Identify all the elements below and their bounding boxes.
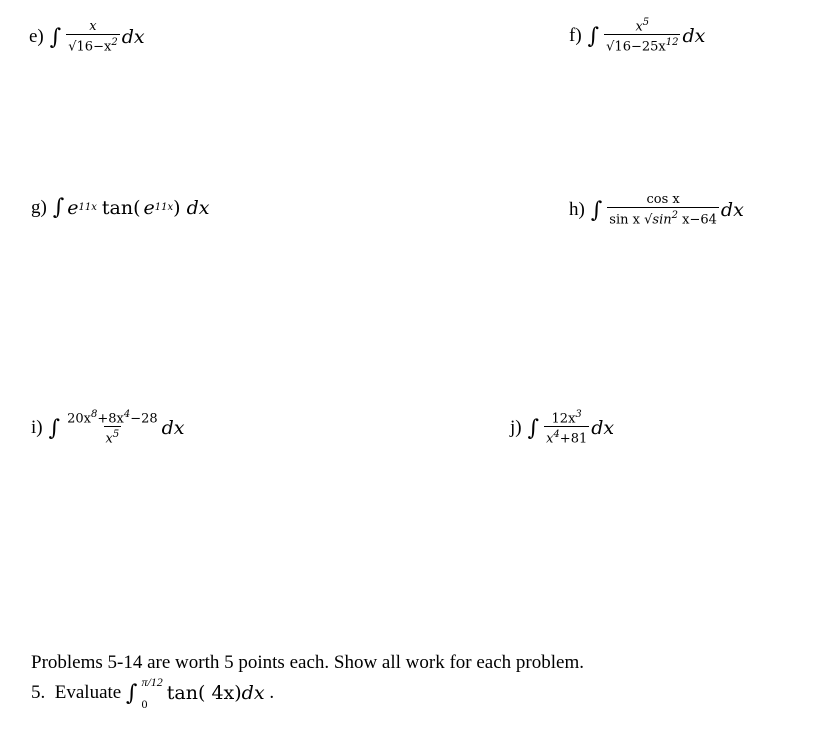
den-exponent: 5 [112, 429, 120, 441]
exp-power-2: 11x [154, 202, 174, 213]
exp-base-2: e [143, 196, 155, 219]
integrand: tan( 4x) [166, 682, 242, 704]
numerator [633, 18, 651, 34]
lower-limit: 0 [141, 697, 148, 711]
den-sin: sin [652, 212, 672, 228]
close-paren: ) [173, 196, 181, 219]
problem-j [510, 410, 614, 447]
numerator [550, 410, 584, 426]
problem-h [569, 193, 744, 228]
integral-sign: ∫ [527, 415, 540, 441]
integral-sign: ∫ [49, 24, 62, 50]
problem-5 [31, 676, 274, 710]
num-term-1-exp: 8 [90, 409, 98, 420]
instructions [31, 652, 584, 674]
sqrt-sign: √ [644, 212, 653, 228]
den-exponent: 2 [111, 37, 118, 48]
period: . [264, 682, 275, 703]
integral-sign: ∫ [125, 680, 138, 706]
instructions-text: Problems 5-14 are worth 5 points each. Show all work for each problem. [31, 652, 584, 673]
denominator [66, 34, 119, 55]
den-base: x [546, 431, 554, 447]
fraction [544, 410, 589, 447]
num-base: 12x [551, 411, 576, 427]
exp-power-1: 11x [78, 202, 97, 213]
dx: dx [241, 682, 265, 704]
sqrt-sign: √ [606, 39, 615, 55]
dx: dx [682, 25, 706, 48]
num-term-2: +8x [97, 411, 124, 427]
problem-g [31, 195, 209, 220]
integral-sign: ∫ [587, 23, 600, 49]
dx: dx [121, 26, 145, 49]
denominator [104, 426, 122, 447]
num-exponent: 3 [575, 409, 582, 420]
den-tail: +81 [559, 431, 588, 447]
num-term-3: −28 [130, 411, 158, 427]
problem-f [569, 18, 705, 55]
sqrt-sign: √ [68, 39, 77, 55]
dx: dx [186, 196, 210, 219]
integral-limits [141, 676, 162, 710]
dx: dx [720, 199, 744, 222]
exp-base-1: e [67, 196, 79, 219]
problem-i [31, 410, 185, 447]
den-base: 16−x [76, 39, 112, 55]
problem-e [29, 20, 145, 55]
den-sin-exponent: 2 [671, 210, 678, 221]
num-term-2-exp: 4 [123, 409, 131, 420]
den-sin-x: sin x [609, 212, 640, 228]
den-base: 16−25x [614, 39, 666, 55]
tan-function: tan( [101, 196, 141, 219]
num-exponent: 5 [642, 17, 650, 28]
problem-5-prefix: 5. Evaluate [31, 682, 126, 703]
den-tail: x−64 [682, 212, 717, 228]
upper-limit: π/12 [141, 675, 163, 689]
numerator: cos x [646, 192, 680, 207]
fraction [66, 20, 119, 55]
denominator [544, 426, 589, 447]
numerator: x [89, 19, 97, 34]
integral-sign: ∫ [52, 195, 65, 220]
denominator [604, 34, 680, 55]
fraction [607, 193, 719, 228]
problem-j-label: j) [510, 417, 522, 439]
num-term-1: 20x [67, 411, 91, 427]
numerator [65, 410, 160, 426]
den-exponent: 12 [665, 37, 679, 49]
den-exponent: 4 [553, 429, 560, 441]
integral-sign: ∫ [590, 197, 603, 223]
den-base: x [105, 431, 113, 447]
num-base: x [635, 19, 643, 35]
problem-h-label: h) [569, 199, 585, 221]
fraction [604, 18, 680, 55]
dx: dx [591, 417, 615, 440]
fraction [65, 410, 160, 447]
dx: dx [161, 417, 185, 440]
denominator [607, 207, 719, 228]
integral-sign: ∫ [48, 415, 61, 441]
problem-e-label: e) [29, 26, 44, 48]
problem-f-label: f) [569, 25, 582, 47]
problem-g-label: g) [31, 196, 47, 218]
problem-i-label: i) [31, 417, 43, 439]
